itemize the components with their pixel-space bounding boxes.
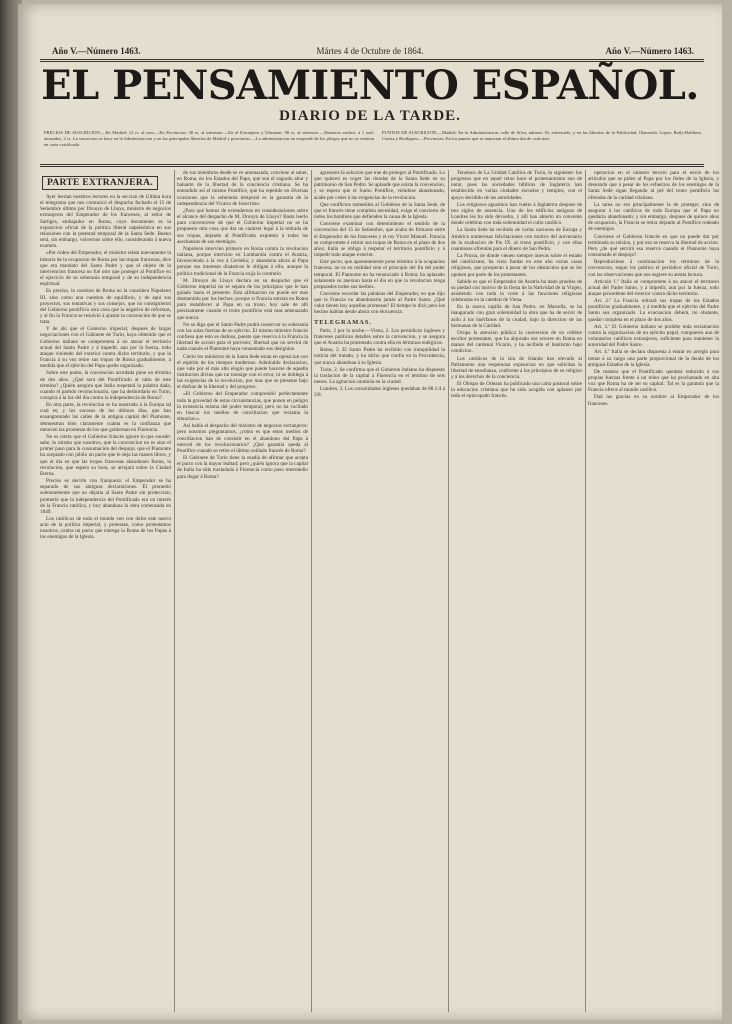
article-paragraph: No se diga que el Santo Padre podrá conservar su soberanía con las solas fuerzas de su ejército. El mismo ministro francés confiesa que esto es dudoso, puesto que reserva á la Francia la libertad de accion para el porvenir, libertad que no servirá de nada cuando el Piamonte haya consumado sus designios.	[177, 321, 308, 353]
article-paragraph: De manera que el Pontificado quedará reducido á sus propias fuerzas frente á un reino que ha proclamado en alta voz que Roma ha de ser su capital. Tal es la garantía que la Francia ofrece al mundo católico.	[588, 368, 719, 394]
article-paragraph: En otra parte, la revolucion se ha mostrado á la Europa tal cual es; y los sucesos de los últimos dias, que han ensangrentado las calles de la antigua capital del Piamonte, demuestran bien claramente cuánta es la confianza que merecen las promesas de los que gobiernan en Florencia.	[40, 402, 171, 433]
article-paragraph: ¿Para qué hemos de extendernos en consideraciones sobre el alcance del despacho de M. Drouyn de Lhuys? Basta leerlo para convencerse de que el Gobierno imperial no se ha propuesto otra cosa que dar un carácter legal á la retirada de sus tropas, dejando al Pontificado expuesto á todas las asechanzas de sus enemigos.	[177, 207, 308, 245]
issue-number-right: Año V.—Número 1463.	[605, 46, 694, 56]
section-title: PARTE EXTRANJERA.	[42, 176, 158, 190]
column-2	[177, 170, 308, 1012]
header-rule-thin	[40, 166, 704, 167]
article-paragraph: La tarea no era principalmente la de proteger, sino de asegurar á los católicos de toda Europa que el Papa no quedaria abandonado; y sin embargo, despues de quince años de ocupacion, la Francia se retira dejando al Pontífice rodeado de enemigos.	[588, 201, 719, 233]
article-paragraph: Preciso es decirlo con franqueza: el Emperador se ha separado de sus antiguas declaraciones. Él prometió solemnemente que no dejaria al Santo Padre sin proteccion; prometió que la independencia del Pontificado era un interés de la Francia católica, y hoy abandona la obra comenzada en 1849.	[40, 478, 171, 515]
column-divider	[448, 170, 449, 1012]
article-paragraph: No es cierto que el Gobierno francés ignore lo que sucede: sabe, lo mismo que nosotros, que la convencion no es sino el primer paso para la consumacion del despojo; que el Piamonte ha aceptado con júbilo un pacto que le deja las manos libres, y que el dia en que las tropas francesas abandonen Roma, la revolucion, que espera su hora, se arrojará sobre la Ciudad Eterna.	[40, 433, 171, 477]
article-paragraph: Los católicos de la isla de Irlanda han elevado al Parlamento una respetuosa exposicion en que solicitan la libertad de enseñanza, conforme á los principios de su religion y á los derechos de la conciencia.	[451, 355, 582, 380]
article-paragraph: Tenemos de La Unidad Católica de Turin, lo siguiente: los progresos que en aquel reino hace el protestantismo son de notar, pues las sociedades bíblicas de Inglaterra han establecido en varias ciudades escuelas y templos, con el apoyo decidido de las autoridades.	[451, 170, 582, 201]
article-paragraph: Los católicos de todo el mundo ven con dolor este nuevo acto de la política imperial, y protestan, como protestamos nosotros, contra un pacto que entrega la Roma de los Papas á los enemigos de la Iglesia.	[40, 515, 171, 541]
telegrams-heading: TELEGRAMAS.	[314, 318, 373, 326]
column-divider	[311, 170, 312, 1012]
article-paragraph: Dad las gracias en su nombre al Emperador de los franceses.	[588, 394, 719, 407]
newspaper-title: EL PENSAMIENTO ESPAÑOL.	[41, 62, 699, 109]
issue-date: Mártes 4 de Octubre de 1864.	[316, 46, 424, 56]
telegram-item: Roma, 2. El Santo Padre ha recibido con tranquilidad la noticia del tratado, y ha dicho que confía en la Providencia, que nunca abandona á su Iglesia.	[314, 347, 445, 366]
article-paragraph: M. Drouyn de Lhuys declara en su despacho que el Gobierno imperial no se separa de los principios que le han guiado hasta el presente. Esta afirmacion no puede ser mas desmentida por los hechos; porque si Francia entrara en Roma para restablecer al Papa en su trono, hoy sale de allí precisamente cuando el trono pontificio está mas amenazado que nunca.	[177, 277, 308, 321]
article-paragraph: «El Gobierno del Emperador comprendió perfectamente toda la gravedad de estas circunstancias, que ponen en peligro la existencia misma del poder temporal; pero no ha vacilado en buscar los medios de conciliacion que reclama la situacion.»	[177, 391, 308, 423]
article-paragraph: El Gabinete de Turin tiene la osadía de afirmar que acepta el pacto con la mayor lealtad; pero ¿quién ignora que la capital de Italia ha sido trasladada á Florencia como paso intermedio para llegar á Roma?	[177, 455, 308, 480]
article-paragraph: Los religiosos agustinos han vuelto á Inglaterra despues de tres siglos de ausencia. Uno de los edificios antiguos de Londres les ha sido devuelto, y allí han abierto un convento donde celebran con toda solemnidad el culto católico.	[451, 201, 582, 227]
article-paragraph: Sobre este punto, la convencion acordada pone un término de dos años. ¿Qué será del Pontificado al cabo de este término? ¿Quién asegura que Italia respetará la palabra dada, cuando el partido revolucionario, que ha desbordado en Turin, conspira á la luz del dia contra la independencia de Roma?	[40, 370, 171, 401]
subscription-points: PUNTOS DE SUSCRICION.—Madrid: En la Administracion, calle de Silva, número 16, entresuelo, y en las librerías de la Publicidad, Olamendi, Lopez, Baily-Bailliere, Cuesta y Bordiguez.—Provincias: En los puntos que se anuncian al último dia de cada mes.	[382, 130, 702, 141]
column-5	[588, 170, 719, 1012]
article-paragraph: La Prusia, de donde vienen siempre nuevas sobre el estado del catolicismo, ha visto fundar en este año varias casas religiosas, que prosperan á pesar de los obstáculos que se les oponen por parte de los protestantes.	[451, 253, 582, 278]
article-paragraph: Ayer leerian nuestros lectores en la seccion de Ultima hora el telegrama que nos comunicó el despacho fechado el 15 de Setiembre último por Drouyn de Lhuys, ministro de negocios extranjeros del Emperador de los franceses, al señor de Sartiges, embajador en Roma, cuyo documento es la exposicion oficial de la política liberal napoleónica en sus relaciones con la potestad temporal de la Santa Sede. Bueno será, sin embargo, volvernos sobre ello, considerando á nueva examen.	[40, 194, 171, 250]
article-paragraph: operacion en el número tercero para el envío de los artículos que se piden al Papa por los fieles de la Iglesia, y deseando que á pesar de los esfuerzos de los enemigos de la Santa Sede sigan llegando al pié del trono pontificio las ofrendas de la caridad cristiana.	[588, 170, 719, 201]
article-paragraph: Cierto los ministros de la Santa Sede estan en oposicion con el espíritu de los tiempos modernos. Admirable declaracion, que vale por el más alto elogio que puede hacerse de aquella institucion divina que no transige con el error, ni se doblega á las exigencias de la revolucion, por mas que se presente bajo el disfraz de la libertad y del progreso.	[177, 353, 308, 391]
article-paragraph: El Obispo de Orleans ha publicado una carta pastoral sobre la educacion cristiana que ha sido acogida con aplauso por todo el episcopado francés.	[451, 381, 582, 400]
header-rule	[40, 164, 704, 165]
column-3	[314, 170, 445, 1012]
article-paragraph: Art. 2.º La Francia retirará sus tropas de los Estados pontificios gradualmente, y á medida que el ejército del Padre Santo sea organizado. La evacuacion deberá, no obstante, quedar completa en el plazo de dos años.	[588, 298, 719, 323]
telegram-item: Londres, 3. Los consolidados ingleses quedaban de 88 1/4 á 3/8.	[314, 386, 445, 399]
article-paragraph: de sus miembros desde se ve amenazada, conviene al saber, en Roma, en los Estados del Papa, que son el sagrado altar y baluarte de la libertad de la conciencia cristiana. Se ha entendido así el mismo Pontífice, que ha repetido en diversas ocasiones que la soberanía temporal es la garantía de la independencia del Vicario de Jesucristo.	[177, 170, 308, 207]
article-paragraph: Conviene recordar las palabras del Emperador, en que dijo que la Francia no abandonaria jamás al Padre Santo. ¿Qué valor tienen hoy aquellas promesas? El tiempo lo dirá; pero los hechos hablan desde ahora con elocuencia.	[314, 290, 445, 316]
article-paragraph: agresores la solucion que trae de proteger al Pontificado. Lo que quieren es coger las riendas de la Santa Sede en su patrimonio de San Pedro. Se aplaude que exista la convencion, y se espera que el Sumo Pontífice, viéndose abandonado, acabe por ceder á las exigencias de la revolucion.	[314, 170, 445, 201]
article-paragraph: Reproducimos á continuacion los términos de la convencion, segun los publica el periódico oficial de Turin, con las observaciones que nos sugiere su atenta lectura.	[588, 259, 719, 278]
article-paragraph: En la nueva capilla de San Pedro, en Marsella, se ha inaugurado con gran solemnidad la obra que ha de servir de asilo á los huérfanos de la ciudad, bajo la direccion de las hermanas de la Caridad.	[451, 304, 582, 329]
telegram-item: Turin, 2. Se confirma que el Gobierno italiano ha dispuesto la traslacion de la capital á Florencia en el término de seis meses. La agitacion continúa en la ciudad.	[314, 366, 445, 385]
article-paragraph: Art. 3.º El Gobierno italiano se prohibe toda reclamacion contra la organizacion de un ejército papal, compuesto aun de voluntarios católicos extranjeros, suficiente para mantener la autoridad del Padre Santo.	[588, 323, 719, 349]
article-paragraph: Y de ahí que el Gobierno imperial, despues de largas negociaciones con el Gabinete de Turin, haya obtenido que el Gobierno italiano se comprometa á no atacar el territorio actual del Santo Padre y á impedir, aun por la fuerza, todo ataque viniendo del exterior contra dicho territorio, y que la Francia á su vez retire sus tropas de Roma gradualmente, á medida que el ejército del Papa quede organizado.	[40, 326, 171, 370]
article-paragraph: Conviene examinar con detenimiento el sentido de la convencion del 15 de Setiembre, que acaba de firmarse entre el Emperador de los franceses y el rey Víctor Manuel. Francia se compromete á retirar sus tropas de Roma en el plazo de dos años; Italia se obliga á respetar el territorio pontificio y á impedir todo ataque exterior.	[314, 221, 445, 259]
article-paragraph: Articulo 1.º Italia se compromete á no atacar el territorio actual del Padre Santo, y á impedir, aun por la fuerza, todo ataque procedente del exterior contra dicho territorio.	[588, 278, 719, 297]
telegram-item: París, 2 por la noche.—Viena, 2. Los periódicos ingleses y franceses publican detalles sobre la convencion, y se asegura que el Austria ha protestado contra ella en términos enérgicos.	[314, 327, 445, 347]
article-paragraph: Es preciso, la cuestion de Roma no la considera Napoleon III. sino como una cuestion de equilibrio, y de aquí sus proyectos, sus tentativas y sus consejos, que no consiguieron del Gobierno pontificio otra cosa que la negativa de reformas, y al fin la Francia se resolvió á ajustar la convencion de que se trata.	[40, 288, 171, 326]
article-paragraph: Art. 4.º Italia se declara dispuesta á entrar en arreglo para tomar á su cargo una parte proporcional de la deuda de los antiguos Estados de la Iglesia.	[588, 349, 719, 368]
article-paragraph: Que conflictos sometidos al Gobierno de la Santa Sede, de que el francés tiene completa necesidad, exige el concierto de todos los hombres que defienden la causa de la Iglesia.	[314, 201, 445, 221]
article-paragraph: Este pacto, que aparentemente pone término á la ocupacion francesa, no es en realidad sino el principio del fin del poder temporal. El Piamonte no ha renunciado á Roma; ha aplazado solamente su anexion hasta el dia en que la revolucion tenga preparados todos sus medios.	[314, 259, 445, 290]
article-paragraph: Sabido es que el Emperador de Austria ha dado pruebas de su piedad con motivo de la fiesta de la Natividad de la Virgen, asistiendo con toda la corte á las funciones religiosas celebradas en la catedral de Viena.	[451, 278, 582, 304]
article-paragraph: Ocupa la atencion pública la conversion de un célebre escritor protestante, que ha abjurado sus errores en Roma en manos del cardenal Vicario, y ha recibido el bautismo bajo condicion.	[451, 329, 582, 355]
article-paragraph: La Santa Sede ha recibido de varias naciones de Europa y América numerosas felicitaciones con motivo del aniversario de la exaltacion de Pio IX. al trono pontificio, y con ellas cuantiosas ofrendas para el dinero de San Pedro.	[451, 227, 582, 252]
article-paragraph: Conviene el Gobierno francés en que no puede dar por terminada su mision, y por eso se reserva la libertad de accion. Pero ¿de qué servirá esa reserva cuando el Piamonte haya consumado el despojo?	[588, 233, 719, 259]
column-1	[40, 170, 171, 1012]
article-paragraph: «Por órden del Emperador, el ministro relata nuevamente la historia de la ocupacion de Roma por las tropas francesas, dice que era mandato del Santo Padre y que el objeto de la intervencion francesa no fué otro que proteger al Pontífice en el ejercicio de su soberanía temporal y de su independencia espiritual.	[40, 250, 171, 288]
article-paragraph: Napoleon intervino primero en Roma contra la revolucion italiana, porque intervino en Lombardía contra el Austria, favoreciendo á la vez á Cerdeña; y abandona ahora al Papa porque sus intereses dinásticos le obligan á ello, aunque la política tradicional de la Francia exija lo contrario.	[177, 245, 308, 277]
top-rule	[40, 59, 704, 60]
subscription-prices: PRECIOS DE SUSCRICION.—En Madrid: 12 rs. al mes.—En Provincias: 30 rs. al trimestre.—En el Extranjero y Ultramar: 90 rs. al semestre.—Números sueltos, á 1 real; atrasados, 2 rs. La suscricion se hace en la Administracion y en las principales librerías de Madrid y provincias.—La administracion no responde de los pliegos que no se remitan en carta certificada.	[44, 130, 374, 147]
article-paragraph: Asi habla el despacho del ministro de negocios extranjeros: pero nosotros preguntamos, ¿cómo es que estos medios de conciliacion han de consistir en el abandono del Papa á merced de los revolucionarios? ¿Qué garantía queda al Pontífice cuando se retire el último soldado francés de Roma?	[177, 423, 308, 454]
column-divider	[585, 170, 586, 1012]
issue-number-left: Año V.—Número 1463.	[52, 46, 141, 56]
column-4	[451, 170, 582, 1012]
newspaper-page	[18, 4, 722, 1020]
newspaper-subtitle: DIARIO DE LA TARDE.	[279, 108, 461, 124]
column-divider	[174, 170, 175, 1012]
